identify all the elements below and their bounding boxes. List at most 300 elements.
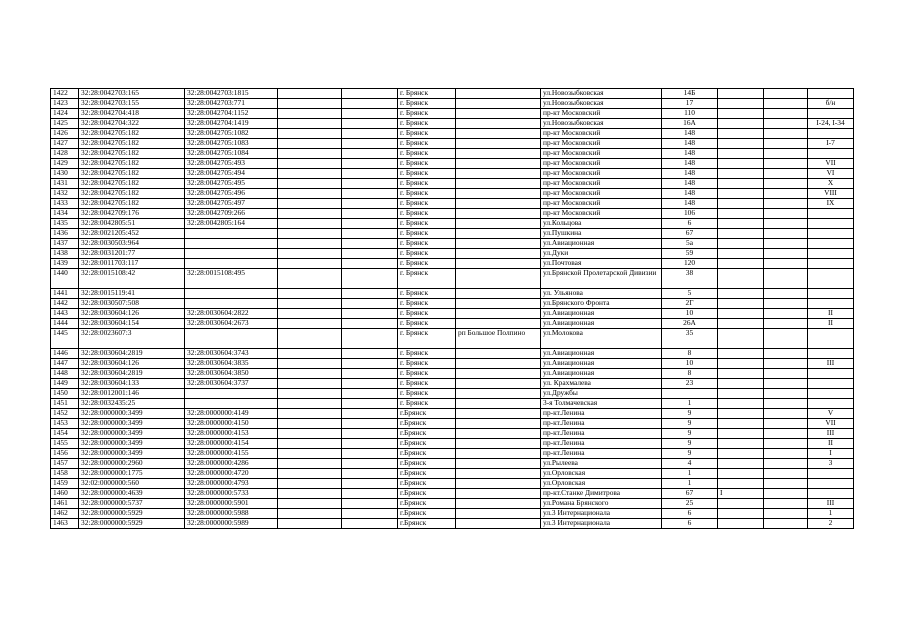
cell-cadastral: 32:28:0000000:3499 bbox=[79, 429, 185, 439]
cell-c4 bbox=[278, 259, 342, 269]
cell-parent bbox=[185, 259, 278, 269]
cell-cadastral: 32:28:0042705:182 bbox=[79, 189, 185, 199]
cell-city: г. Брянск bbox=[398, 109, 456, 119]
cell-c4 bbox=[278, 389, 342, 399]
cell-city: г.Брянск bbox=[398, 409, 456, 419]
cell-num: 1460 bbox=[51, 489, 79, 499]
cell-num: 1443 bbox=[51, 309, 79, 319]
cell-city: г. Брянск bbox=[398, 239, 456, 249]
cell-house: 25 bbox=[662, 499, 718, 509]
table-row bbox=[51, 129, 854, 139]
cell-parent: 32:28:0030604:3737 bbox=[185, 379, 278, 389]
cell-cadastral: 32:28:0042704:418 bbox=[79, 109, 185, 119]
cell-cadastral: 32:28:0021205:452 bbox=[79, 229, 185, 239]
cell-c10 bbox=[718, 439, 764, 449]
cell-c10 bbox=[718, 329, 764, 349]
cell-c10 bbox=[718, 99, 764, 109]
cell-c10 bbox=[718, 459, 764, 469]
cell-city: г. Брянск bbox=[398, 159, 456, 169]
cell-c5 bbox=[342, 239, 398, 249]
cell-city: г.Брянск bbox=[398, 459, 456, 469]
cell-c10 bbox=[718, 209, 764, 219]
cell-num: 1463 bbox=[51, 519, 79, 529]
cell-c5 bbox=[342, 299, 398, 309]
cell-parent: 32:28:0042705:1083 bbox=[185, 139, 278, 149]
cell-c5 bbox=[342, 369, 398, 379]
table-row bbox=[51, 379, 854, 389]
cell-c5 bbox=[342, 159, 398, 169]
cell-c10 bbox=[718, 119, 764, 129]
cell-c5 bbox=[342, 289, 398, 299]
table-row bbox=[51, 309, 854, 319]
cell-c11 bbox=[764, 249, 808, 259]
cell-house: 110 bbox=[662, 109, 718, 119]
table-row bbox=[51, 229, 854, 239]
cell-parent bbox=[185, 389, 278, 399]
cell-c10 bbox=[718, 319, 764, 329]
cell-num: 1438 bbox=[51, 249, 79, 259]
cell-num: 1439 bbox=[51, 259, 79, 269]
cell-c11 bbox=[764, 429, 808, 439]
cell-house: 10 bbox=[662, 309, 718, 319]
cell-num: 1446 bbox=[51, 349, 79, 359]
cell-cadastral: 32:28:0030604:2819 bbox=[79, 369, 185, 379]
cell-house: 148 bbox=[662, 179, 718, 189]
cell-city: г. Брянск bbox=[398, 129, 456, 139]
cell-c11 bbox=[764, 479, 808, 489]
cell-house: 1 bbox=[662, 469, 718, 479]
cell-c10 bbox=[718, 219, 764, 229]
cell-c11 bbox=[764, 89, 808, 99]
cell-c5 bbox=[342, 459, 398, 469]
cell-parent: 32:28:0030604:3850 bbox=[185, 369, 278, 379]
cell-parent: 32:28:0042705:1082 bbox=[185, 129, 278, 139]
cell-c10: I bbox=[718, 489, 764, 499]
cell-street: пр-кт Московский bbox=[541, 139, 662, 149]
cell-house: 16А bbox=[662, 119, 718, 129]
cell-c11 bbox=[764, 499, 808, 509]
cell-c5 bbox=[342, 259, 398, 269]
cell-settlement bbox=[456, 379, 541, 389]
cell-flat: III bbox=[808, 429, 854, 439]
cell-cadastral: 32:28:0000000:5929 bbox=[79, 519, 185, 529]
cell-settlement bbox=[456, 289, 541, 299]
cell-c5 bbox=[342, 189, 398, 199]
cell-c11 bbox=[764, 259, 808, 269]
cell-cadastral: 32:28:0000000:5929 bbox=[79, 509, 185, 519]
cell-c11 bbox=[764, 399, 808, 409]
cell-settlement bbox=[456, 439, 541, 449]
cell-street: ул.Новозыбковская bbox=[541, 119, 662, 129]
cell-flat bbox=[808, 329, 854, 349]
cell-street: пр-кт Московский bbox=[541, 179, 662, 189]
cell-c10 bbox=[718, 349, 764, 359]
cell-settlement bbox=[456, 119, 541, 129]
cell-num: 1424 bbox=[51, 109, 79, 119]
cell-cadastral: 32:28:0042703:155 bbox=[79, 99, 185, 109]
cell-street: ул. Ульянова bbox=[541, 289, 662, 299]
cell-c4 bbox=[278, 179, 342, 189]
cell-c4 bbox=[278, 159, 342, 169]
cell-flat: III bbox=[808, 499, 854, 509]
cell-cadastral: 32:28:0015119:41 bbox=[79, 289, 185, 299]
cell-flat bbox=[808, 109, 854, 119]
cell-cadastral: 32:28:0031201:77 bbox=[79, 249, 185, 259]
cell-c5 bbox=[342, 229, 398, 239]
cell-parent bbox=[185, 329, 278, 349]
cell-c10 bbox=[718, 89, 764, 99]
cell-house: 9 bbox=[662, 429, 718, 439]
cell-parent: 32:28:0000000:4153 bbox=[185, 429, 278, 439]
cell-settlement bbox=[456, 459, 541, 469]
cell-street: ул.3 Интернационала bbox=[541, 509, 662, 519]
cell-parent: 32:28:0042705:494 bbox=[185, 169, 278, 179]
table-row bbox=[51, 89, 854, 99]
cell-house: 148 bbox=[662, 139, 718, 149]
cell-cadastral: 32:02:0000000:560 bbox=[79, 479, 185, 489]
cell-street: пр-кт.Станке Димитрова bbox=[541, 489, 662, 499]
cell-street: ул.Новозыбковская bbox=[541, 89, 662, 99]
cell-c5 bbox=[342, 169, 398, 179]
cell-house: 17 bbox=[662, 99, 718, 109]
cell-street: ул.Романа Брянского bbox=[541, 499, 662, 509]
cell-c11 bbox=[764, 329, 808, 349]
cell-c5 bbox=[342, 209, 398, 219]
cell-flat bbox=[808, 149, 854, 159]
table-row bbox=[51, 419, 854, 429]
cell-c11 bbox=[764, 149, 808, 159]
cell-house: 6 bbox=[662, 219, 718, 229]
cell-c11 bbox=[764, 469, 808, 479]
cell-c4 bbox=[278, 369, 342, 379]
cell-c10 bbox=[718, 259, 764, 269]
cell-house: 120 bbox=[662, 259, 718, 269]
cell-c10 bbox=[718, 169, 764, 179]
cell-cadastral: 32:28:0030604:126 bbox=[79, 309, 185, 319]
cell-c10 bbox=[718, 359, 764, 369]
cell-c4 bbox=[278, 109, 342, 119]
cell-c10 bbox=[718, 289, 764, 299]
cell-c11 bbox=[764, 209, 808, 219]
cell-c4 bbox=[278, 269, 342, 289]
cell-parent: 32:28:0015108:495 bbox=[185, 269, 278, 289]
cell-c4 bbox=[278, 289, 342, 299]
cell-cadastral: 32:28:0042705:182 bbox=[79, 199, 185, 209]
cell-house: 2Г bbox=[662, 299, 718, 309]
cell-settlement bbox=[456, 179, 541, 189]
cell-parent: 32:28:0030604:3835 bbox=[185, 359, 278, 369]
cell-house: 38 bbox=[662, 269, 718, 289]
cell-c10 bbox=[718, 179, 764, 189]
cell-parent: 32:28:0042705:496 bbox=[185, 189, 278, 199]
cell-flat: II bbox=[808, 439, 854, 449]
cell-house: 1 bbox=[662, 399, 718, 409]
table-row bbox=[51, 139, 854, 149]
cell-settlement bbox=[456, 479, 541, 489]
cell-settlement bbox=[456, 189, 541, 199]
cell-flat: 2 bbox=[808, 519, 854, 529]
cell-c5 bbox=[342, 199, 398, 209]
cell-house: 5а bbox=[662, 239, 718, 249]
table-row bbox=[51, 299, 854, 309]
cell-city: г.Брянск bbox=[398, 439, 456, 449]
cell-cadastral: 32:28:0032435:25 bbox=[79, 399, 185, 409]
cell-flat bbox=[808, 129, 854, 139]
cell-street: пр-кт.Ленина bbox=[541, 429, 662, 439]
cell-c5 bbox=[342, 219, 398, 229]
cell-c5 bbox=[342, 379, 398, 389]
cell-settlement bbox=[456, 219, 541, 229]
cell-cadastral: 32:28:0000000:5737 bbox=[79, 499, 185, 509]
cell-c10 bbox=[718, 189, 764, 199]
cell-parent: 32:28:0000000:4155 bbox=[185, 449, 278, 459]
cell-c11 bbox=[764, 309, 808, 319]
cell-parent: 32:28:0000000:4286 bbox=[185, 459, 278, 469]
table-row bbox=[51, 249, 854, 259]
cell-c11 bbox=[764, 169, 808, 179]
cell-house: 148 bbox=[662, 169, 718, 179]
cell-settlement bbox=[456, 209, 541, 219]
cell-c5 bbox=[342, 509, 398, 519]
cell-cadastral: 32:28:0030604:2819 bbox=[79, 349, 185, 359]
cell-city: г.Брянск bbox=[398, 419, 456, 429]
cell-c11 bbox=[764, 449, 808, 459]
cell-house: 1 bbox=[662, 479, 718, 489]
cell-house: 8 bbox=[662, 369, 718, 379]
cell-settlement bbox=[456, 449, 541, 459]
cell-settlement bbox=[456, 499, 541, 509]
cell-city: г. Брянск bbox=[398, 209, 456, 219]
cell-street: ул.Дуки bbox=[541, 249, 662, 259]
cell-c10 bbox=[718, 479, 764, 489]
cell-c5 bbox=[342, 149, 398, 159]
cell-city: г. Брянск bbox=[398, 369, 456, 379]
cell-flat: III bbox=[808, 359, 854, 369]
cell-house: 4 bbox=[662, 459, 718, 469]
cell-c10 bbox=[718, 419, 764, 429]
cell-settlement bbox=[456, 389, 541, 399]
cell-city: г. Брянск bbox=[398, 139, 456, 149]
cell-house: 148 bbox=[662, 159, 718, 169]
cell-flat: 1 bbox=[808, 509, 854, 519]
cell-c10 bbox=[718, 299, 764, 309]
cell-flat: V bbox=[808, 409, 854, 419]
cell-settlement bbox=[456, 489, 541, 499]
cell-parent: 32:28:0042805:164 bbox=[185, 219, 278, 229]
cell-flat bbox=[808, 219, 854, 229]
cell-house: 9 bbox=[662, 439, 718, 449]
cell-c4 bbox=[278, 229, 342, 239]
cell-street: ул.Орловская bbox=[541, 479, 662, 489]
cell-settlement bbox=[456, 89, 541, 99]
cell-city: г.Брянск bbox=[398, 499, 456, 509]
cell-c4 bbox=[278, 119, 342, 129]
cell-parent: 32:28:0000000:4149 bbox=[185, 409, 278, 419]
cell-c10 bbox=[718, 469, 764, 479]
cell-street: ул.Рылеева bbox=[541, 459, 662, 469]
cell-c4 bbox=[278, 239, 342, 249]
cell-num: 1441 bbox=[51, 289, 79, 299]
cell-c5 bbox=[342, 349, 398, 359]
cell-c4 bbox=[278, 469, 342, 479]
cell-parent: 32:28:0030604:2673 bbox=[185, 319, 278, 329]
cell-cadastral: 32:28:0030507:508 bbox=[79, 299, 185, 309]
cell-street: ул.Авиационная bbox=[541, 349, 662, 359]
cell-num: 1430 bbox=[51, 169, 79, 179]
cell-c5 bbox=[342, 489, 398, 499]
cell-cadastral: 32:28:0012001:146 bbox=[79, 389, 185, 399]
cell-city: г. Брянск bbox=[398, 119, 456, 129]
cell-city: г. Брянск bbox=[398, 199, 456, 209]
cell-street: ул.Орловская bbox=[541, 469, 662, 479]
cell-flat bbox=[808, 399, 854, 409]
cell-street: пр-кт Московский bbox=[541, 149, 662, 159]
cell-cadastral: 32:28:0042805:51 bbox=[79, 219, 185, 229]
cell-city: г. Брянск bbox=[398, 359, 456, 369]
cell-street: ул.Молокова bbox=[541, 329, 662, 349]
cell-num: 1457 bbox=[51, 459, 79, 469]
cell-num: 1445 bbox=[51, 329, 79, 349]
cell-city: г. Брянск bbox=[398, 259, 456, 269]
cell-c4 bbox=[278, 509, 342, 519]
cell-street: пр-кт.Ленина bbox=[541, 439, 662, 449]
cell-cadastral: 32:28:0042705:182 bbox=[79, 169, 185, 179]
cell-parent: 32:28:0000000:5901 bbox=[185, 499, 278, 509]
cell-c4 bbox=[278, 99, 342, 109]
cell-street: пр-кт.Ленина bbox=[541, 409, 662, 419]
cell-c11 bbox=[764, 509, 808, 519]
cell-house: 35 bbox=[662, 329, 718, 349]
cell-city: г. Брянск bbox=[398, 299, 456, 309]
cell-street: пр-кт.Ленина bbox=[541, 449, 662, 459]
table-row bbox=[51, 119, 854, 129]
cell-num: 1451 bbox=[51, 399, 79, 409]
cell-street: ул. Крахмалева bbox=[541, 379, 662, 389]
cell-street: ул.Брянской Пролетарской Дивизии bbox=[541, 269, 662, 289]
cell-street: пр-кт.Ленина bbox=[541, 419, 662, 429]
cell-c10 bbox=[718, 449, 764, 459]
cell-num: 1427 bbox=[51, 139, 79, 149]
cell-num: 1422 bbox=[51, 89, 79, 99]
cell-c10 bbox=[718, 369, 764, 379]
cell-settlement bbox=[456, 319, 541, 329]
cell-street: пр-кт Московский bbox=[541, 169, 662, 179]
cell-settlement bbox=[456, 349, 541, 359]
cell-house: 6 bbox=[662, 509, 718, 519]
table-row bbox=[51, 439, 854, 449]
cell-c11 bbox=[764, 139, 808, 149]
cell-parent: 32:28:0000000:5733 bbox=[185, 489, 278, 499]
cell-num: 1458 bbox=[51, 469, 79, 479]
table-row bbox=[51, 359, 854, 369]
cell-c5 bbox=[342, 269, 398, 289]
cell-c5 bbox=[342, 179, 398, 189]
cell-c5 bbox=[342, 519, 398, 529]
cell-c4 bbox=[278, 489, 342, 499]
cell-house: 148 bbox=[662, 129, 718, 139]
table-row bbox=[51, 189, 854, 199]
cell-settlement bbox=[456, 309, 541, 319]
cell-num: 1447 bbox=[51, 359, 79, 369]
cell-c4 bbox=[278, 399, 342, 409]
cell-city: г.Брянск bbox=[398, 429, 456, 439]
table-row bbox=[51, 489, 854, 499]
cell-c11 bbox=[764, 409, 808, 419]
cell-settlement bbox=[456, 299, 541, 309]
cell-cadastral: 32:28:0030604:126 bbox=[79, 359, 185, 369]
cell-house: 67 bbox=[662, 229, 718, 239]
cell-street: ул.Авиационная bbox=[541, 369, 662, 379]
cell-c4 bbox=[278, 249, 342, 259]
cell-flat: I-7 bbox=[808, 139, 854, 149]
cell-street: ул.Кольцова bbox=[541, 219, 662, 229]
table-row bbox=[51, 149, 854, 159]
table-row bbox=[51, 369, 854, 379]
table-row bbox=[51, 349, 854, 359]
cell-c10 bbox=[718, 149, 764, 159]
cell-settlement bbox=[456, 359, 541, 369]
cell-parent: 32:28:0042705:497 bbox=[185, 199, 278, 209]
cell-street: ул.Почтовая bbox=[541, 259, 662, 269]
cell-c11 bbox=[764, 229, 808, 239]
cell-num: 1436 bbox=[51, 229, 79, 239]
cell-city: г. Брянск bbox=[398, 189, 456, 199]
cell-flat bbox=[808, 469, 854, 479]
cell-city: г. Брянск bbox=[398, 309, 456, 319]
cell-parent: 32:28:0042704:1152 bbox=[185, 109, 278, 119]
cell-city: г.Брянск bbox=[398, 449, 456, 459]
cell-street: ул.Новозыбковская bbox=[541, 99, 662, 109]
cell-c4 bbox=[278, 129, 342, 139]
cell-c5 bbox=[342, 499, 398, 509]
cell-flat bbox=[808, 209, 854, 219]
cell-parent: 32:28:0000000:5989 bbox=[185, 519, 278, 529]
cell-parent: 32:28:0042709:266 bbox=[185, 209, 278, 219]
cell-flat: II bbox=[808, 319, 854, 329]
cell-c4 bbox=[278, 499, 342, 509]
cell-c11 bbox=[764, 389, 808, 399]
cell-c11 bbox=[764, 379, 808, 389]
table-row bbox=[51, 219, 854, 229]
cell-house: 148 bbox=[662, 189, 718, 199]
cell-c4 bbox=[278, 299, 342, 309]
cell-num: 1444 bbox=[51, 319, 79, 329]
cell-house: 67 bbox=[662, 489, 718, 499]
cell-parent bbox=[185, 299, 278, 309]
cell-street: ул.Авиационная bbox=[541, 309, 662, 319]
register-body bbox=[51, 89, 854, 529]
cell-c11 bbox=[764, 519, 808, 529]
cell-city: г. Брянск bbox=[398, 399, 456, 409]
cell-flat bbox=[808, 379, 854, 389]
cell-settlement bbox=[456, 99, 541, 109]
cell-c4 bbox=[278, 309, 342, 319]
cell-flat: II bbox=[808, 309, 854, 319]
cell-c4 bbox=[278, 329, 342, 349]
cell-house: 5 bbox=[662, 289, 718, 299]
cell-street: ул.Авиационная bbox=[541, 359, 662, 369]
cell-street: ул.Авиационная bbox=[541, 239, 662, 249]
cell-parent bbox=[185, 229, 278, 239]
table-row bbox=[51, 109, 854, 119]
cell-c4 bbox=[278, 89, 342, 99]
cell-num: 1433 bbox=[51, 199, 79, 209]
cell-house: 59 bbox=[662, 249, 718, 259]
cell-flat: VI bbox=[808, 169, 854, 179]
cell-c11 bbox=[764, 319, 808, 329]
table-row bbox=[51, 389, 854, 399]
cell-flat bbox=[808, 229, 854, 239]
